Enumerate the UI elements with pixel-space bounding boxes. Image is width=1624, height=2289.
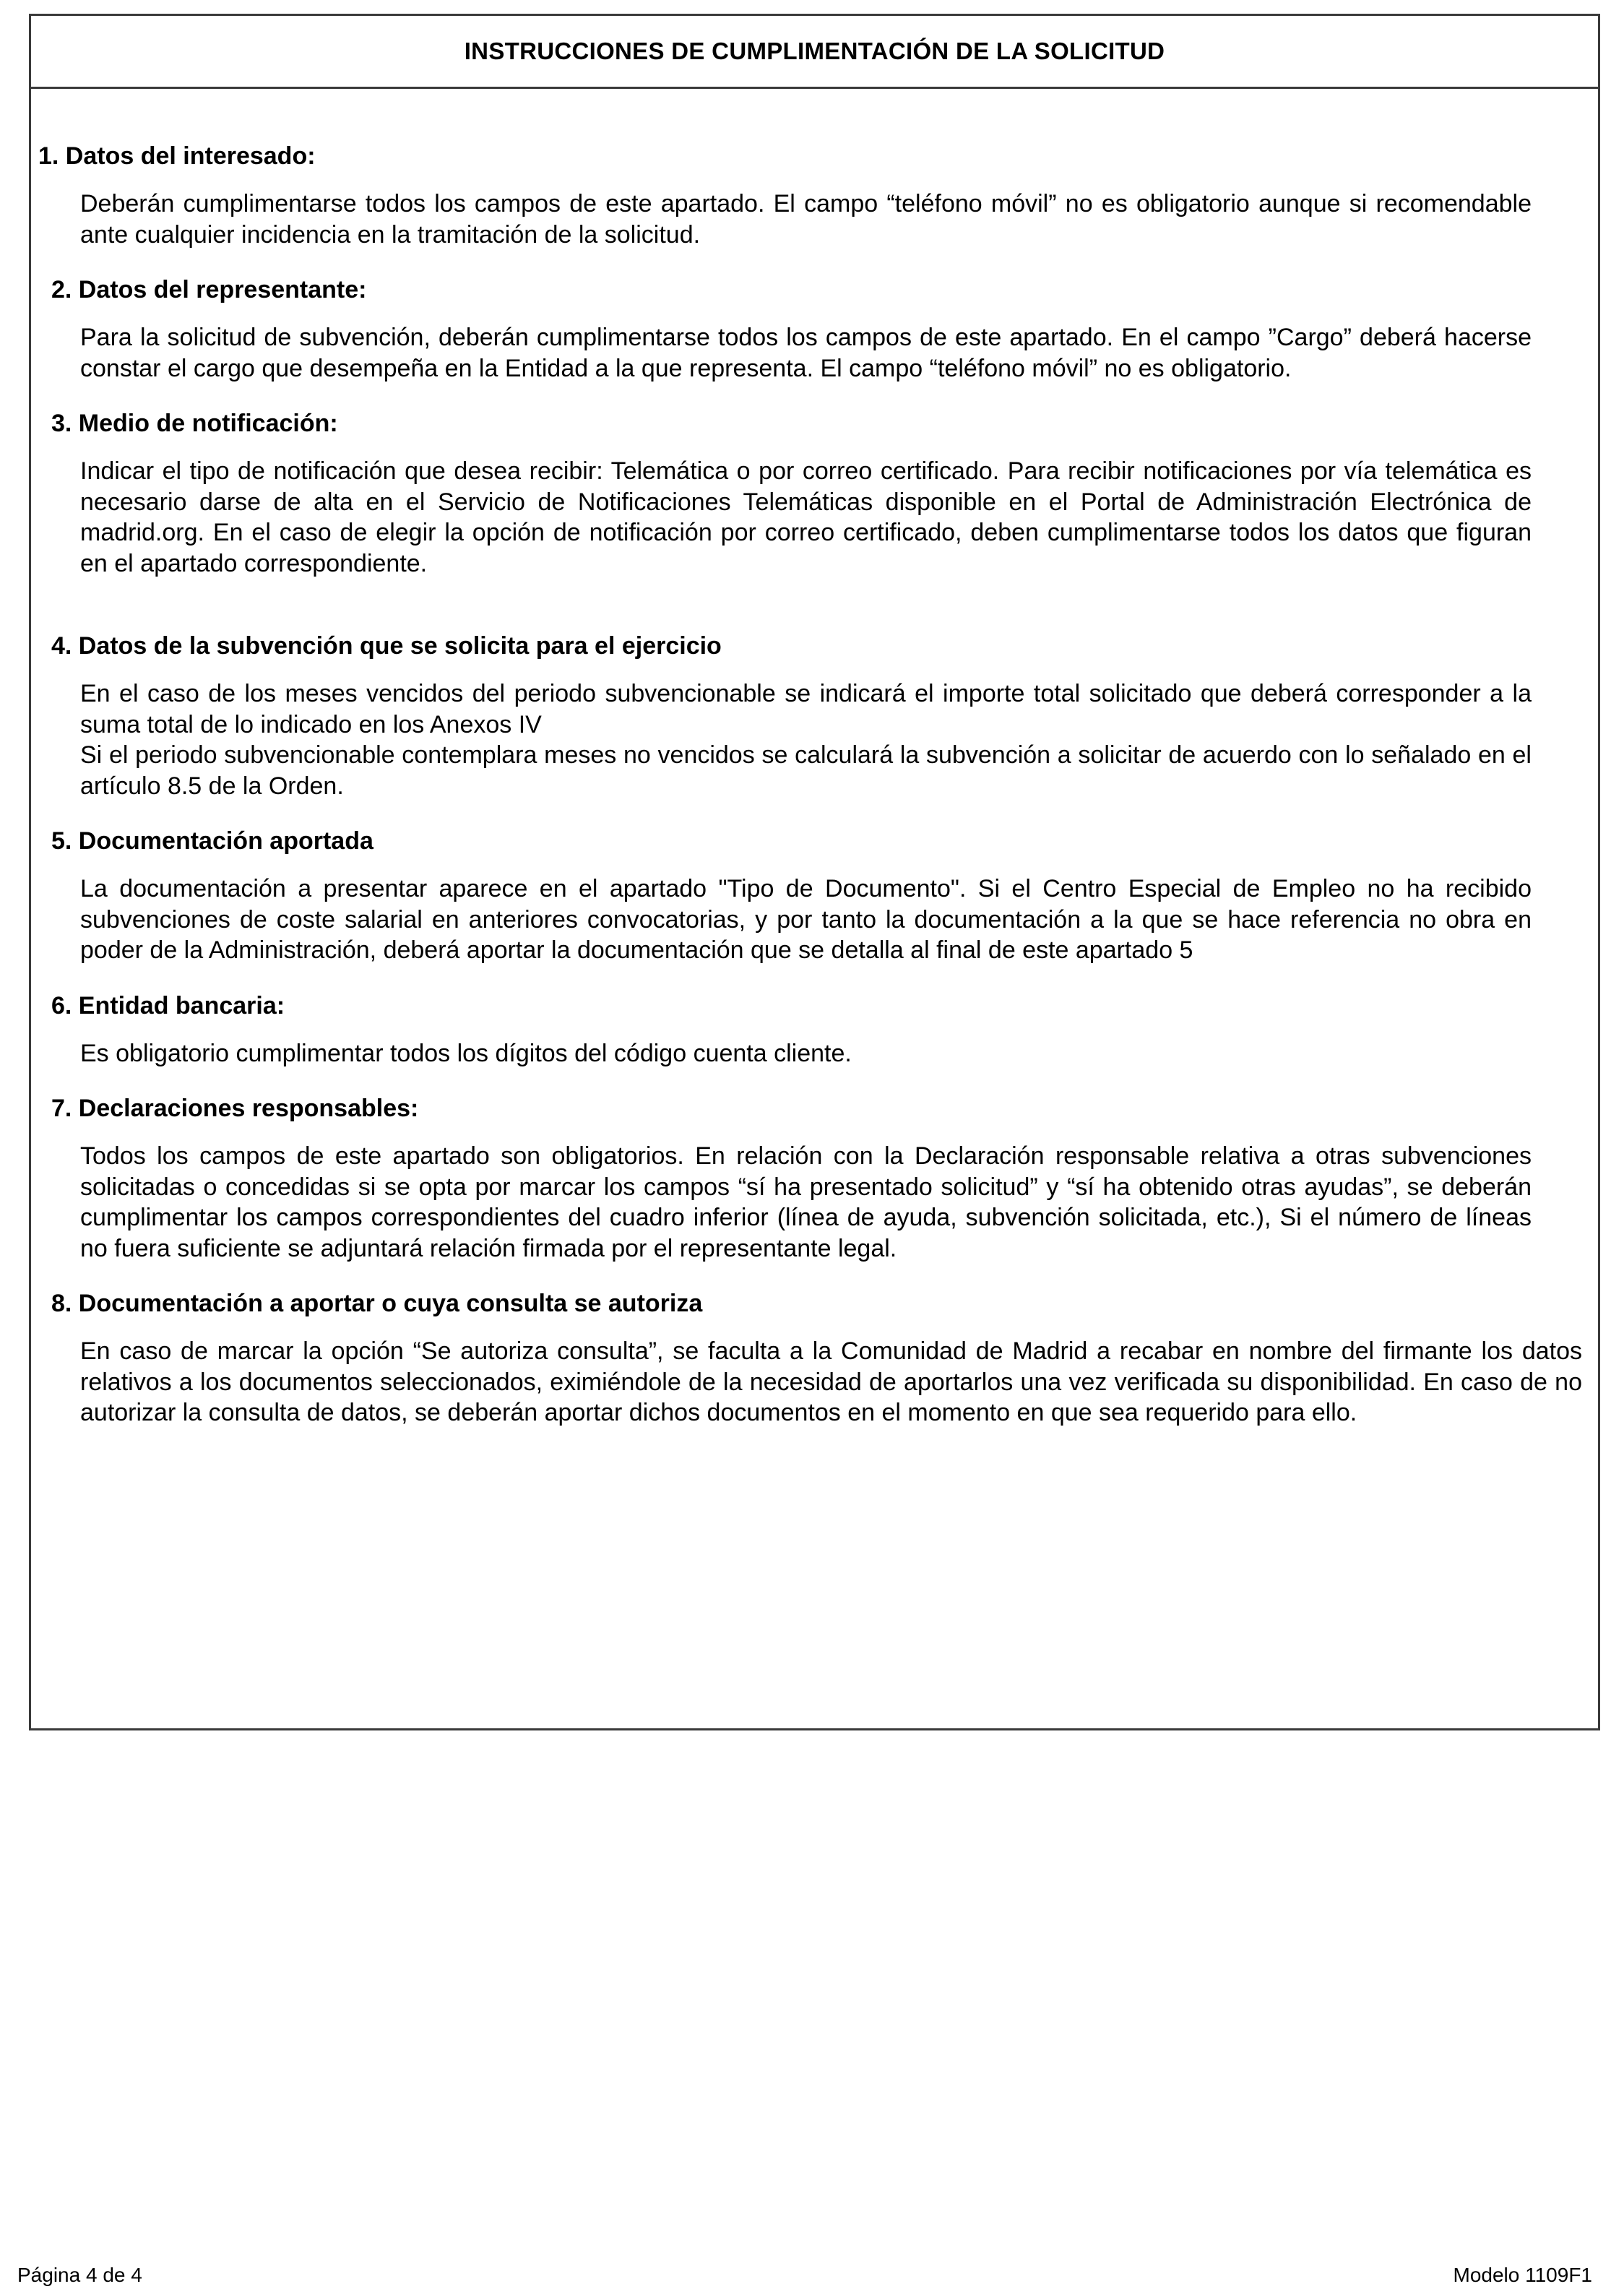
page-number: Página 4 de 4 — [17, 2264, 142, 2286]
section-documentacion-consulta — [38, 1288, 1582, 1428]
section-body — [38, 874, 1582, 966]
section-heading: 1. Datos del interesado: — [38, 142, 316, 170]
section-heading: 2. Datos del representante: — [51, 276, 367, 303]
section-heading: 3. Medio de notificación: — [51, 410, 338, 437]
section-paragraph: Indicar el tipo de notificación que desea recibir: Telemática o por correo certificado. Para recibir notificaciones por vía telemática es necesario darse de alta en el Servicio de Notificaciones Telemáticas disponible en el Portal de Administración Electrónica de madrid.org. En el caso de elegir la opción de notificación por correo certificado, deben cumplimentarse todos los datos que figuran en el apartado correspondiente. — [80, 457, 1532, 577]
section-datos-representante — [38, 275, 1582, 384]
section-paragraph: La documentación a presentar aparece en el apartado "Tipo de Documento". Si el Centro Especial de Empleo no ha recibido subvenciones de coste salarial en anteriores convocatorias, y por tanto la documentación a la que se hace referencia no obra en poder de la Administración, deberá aportar la documentación que se detalla al final de este apartado 5 — [80, 875, 1532, 964]
page-title: INSTRUCCIONES DE CUMPLIMENTACIÓN DE LA SOLICITUD — [464, 38, 1165, 64]
section-datos-interesado — [38, 141, 1582, 250]
section-paragraph: En caso de marcar la opción “Se autoriza consulta”, se faculta a la Comunidad de Madrid a recabar en nombre del firmante los datos relativos a los documentos seleccionados, eximiéndole de la necesidad de aportarlos una vez verificada su disponibilidad. En caso de no autorizar la consulta de datos, se deberán aportar dichos documentos en el momento en que sea requerido para ello. — [80, 1337, 1582, 1426]
model-number: Modelo 1109F1 — [1453, 2264, 1592, 2286]
section-medio-notificacion — [38, 408, 1582, 579]
section-body — [38, 456, 1582, 579]
section-body — [38, 322, 1582, 384]
instructions-frame — [29, 14, 1600, 1730]
section-paragraph: Para la solicitud de subvención, deberán cumplimentarse todos los campos de este apartado. En el campo ”Cargo” deberá hacerse constar el cargo que desempeña en la Entidad a la que representa. El campo “teléfono móvil” no es obligatorio. — [80, 324, 1532, 382]
section-heading: 8. Documentación a aportar o cuya consulta se autoriza — [51, 1290, 703, 1317]
section-paragraph: En el caso de los meses vencidos del periodo subvencionable se indicará el importe total solicitado que deberá corresponder a la suma total de lo indicado en los Anexos IV — [80, 680, 1532, 738]
section-datos-subvencion — [38, 631, 1582, 801]
section-paragraph: Es obligatorio cumplimentar todos los dígitos del código cuenta cliente. — [80, 1039, 852, 1067]
section-heading: 6. Entidad bancaria: — [51, 991, 285, 1020]
section-body — [38, 1336, 1582, 1428]
frame-header — [31, 16, 1598, 89]
section-paragraph: Todos los campos de este apartado son obligatorios. En relación con la Declaración responsable relativa a otras subvenciones solicitadas o concedidas si se opta por marcar los campos “sí ha presentado solicitud” y “sí ha obtenido otras ayudas”, se deberán cumplimentar los campos correspondientes del cuadro inferior (línea de ayuda, subvención solicitada, etc.), Si el número de líneas no fuera suficiente se adjuntará relación firmada por el representante legal. — [80, 1142, 1532, 1262]
section-entidad-bancaria — [38, 991, 1582, 1069]
section-declaraciones-responsables — [38, 1093, 1582, 1264]
section-body — [38, 189, 1582, 250]
section-documentacion-aportada — [38, 826, 1582, 966]
section-body — [38, 1141, 1582, 1264]
instructions-content — [31, 89, 1598, 1428]
section-heading: 7. Declaraciones responsables: — [51, 1095, 419, 1122]
section-paragraph: Si el periodo subvencionable contemplara meses no vencidos se calculará la subvención a solicitar de acuerdo con lo señalado en el artículo 8.5 de la Orden. — [80, 741, 1532, 800]
section-body — [38, 678, 1582, 801]
section-heading: 4. Datos de la subvención que se solicita para el ejercicio — [51, 632, 722, 660]
section-paragraph: Deberán cumplimentarse todos los campos de este apartado. El campo “teléfono móvil” no es obligatorio aunque si recomendable ante cualquier incidencia en la tramitación de la solicitud. — [80, 190, 1532, 249]
section-heading: 5. Documentación aportada — [51, 827, 373, 855]
section-body — [38, 1038, 1582, 1069]
